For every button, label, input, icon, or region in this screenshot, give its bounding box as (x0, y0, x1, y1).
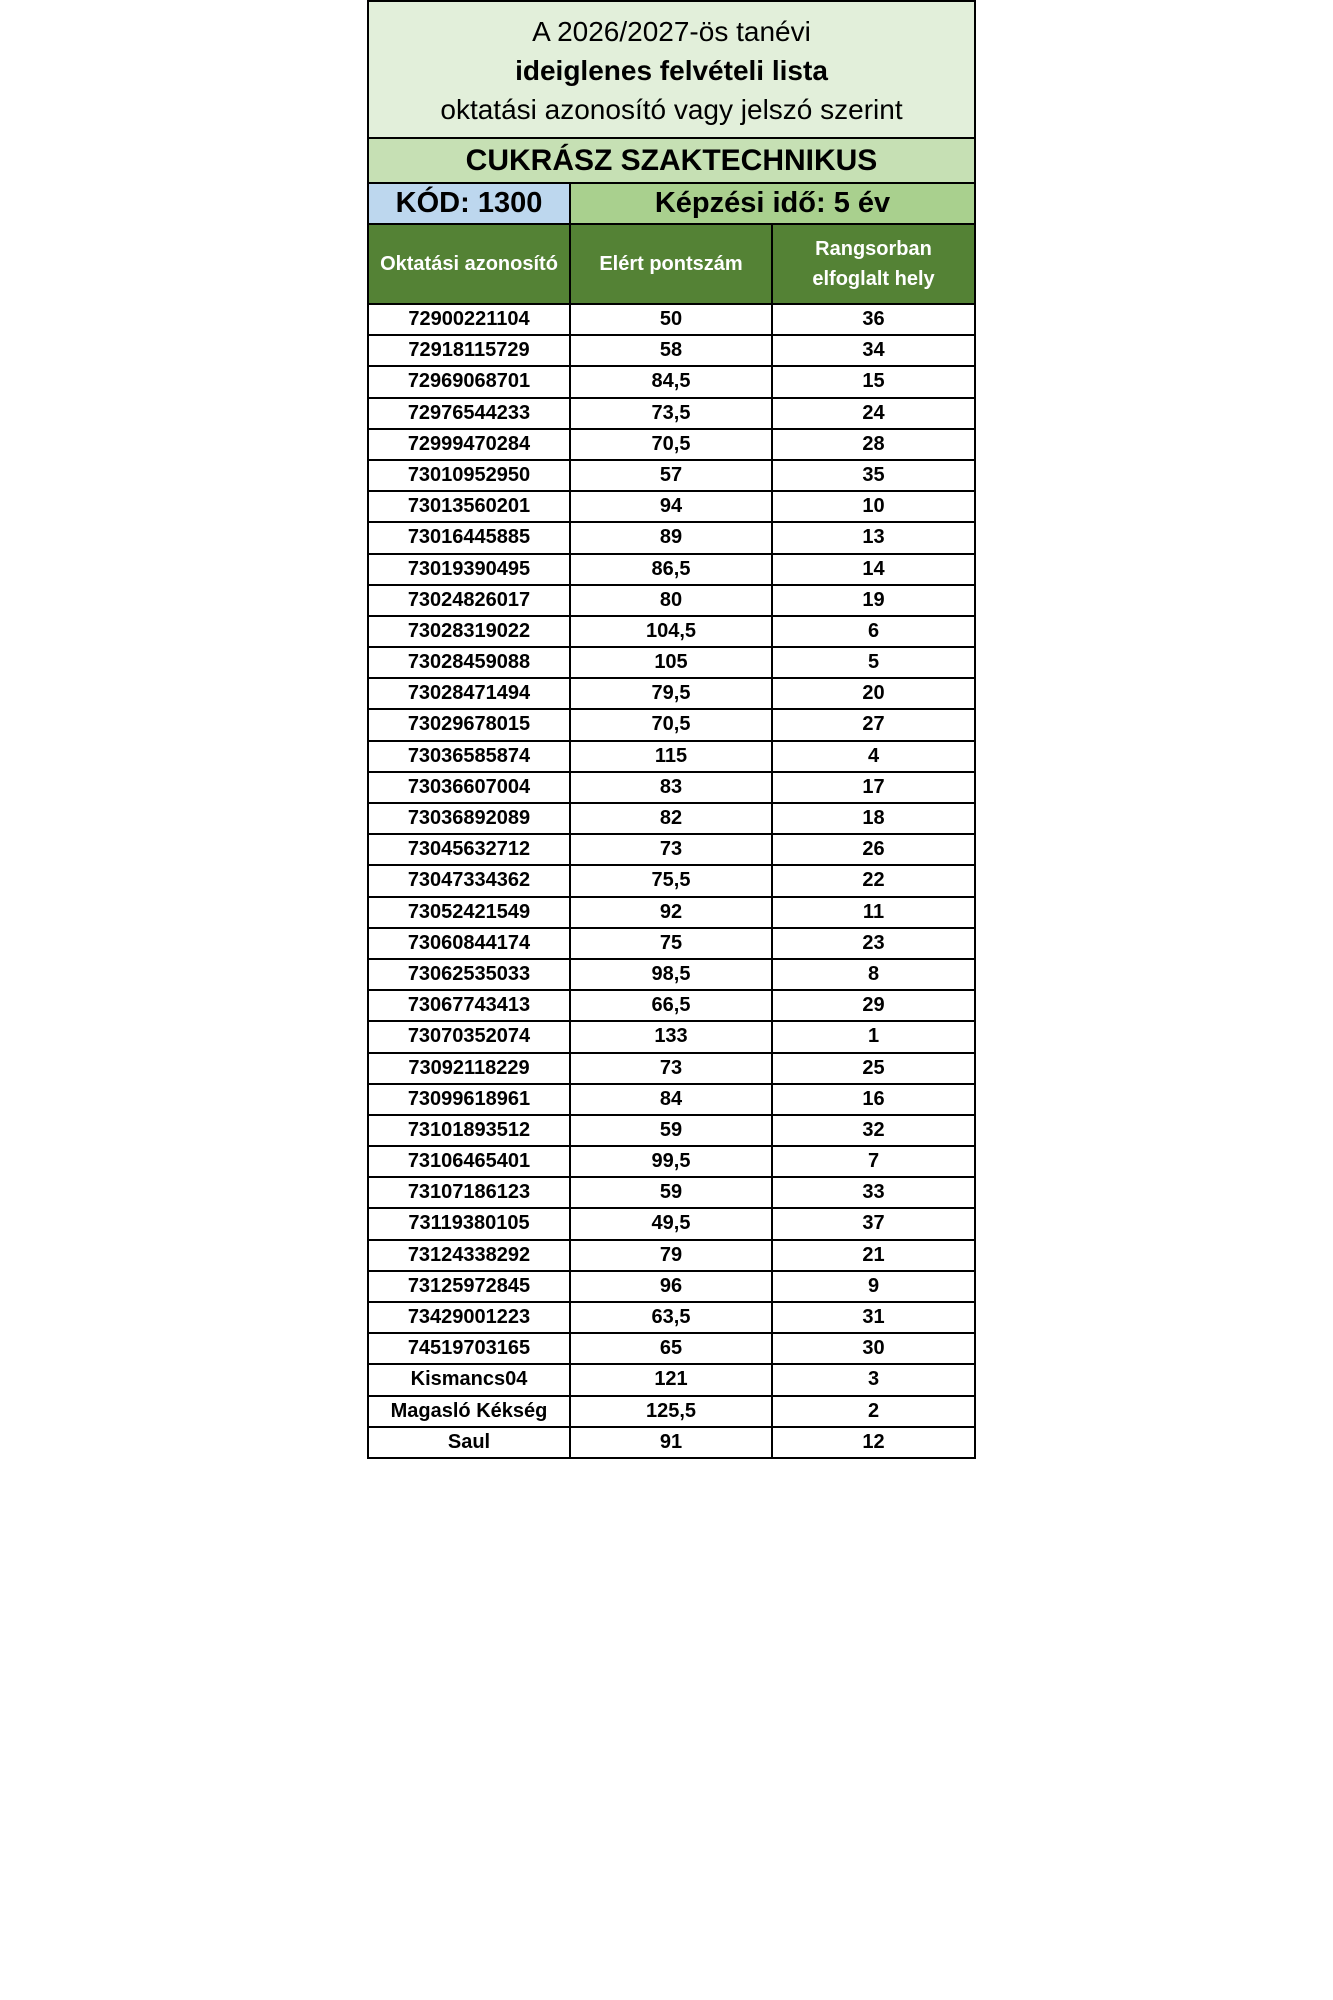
table-row (369, 430, 974, 461)
cell-id: 73124338292 (369, 1241, 571, 1270)
cell-score: 104,5 (571, 617, 773, 646)
cell-rank: 17 (862, 775, 885, 798)
table-row (369, 960, 974, 991)
cell-rank: 3 (867, 1368, 880, 1391)
list-header (369, 0, 974, 139)
cell-id: 73101893512 (369, 1116, 571, 1145)
table-row (369, 1303, 974, 1334)
cell-id: 73029678015 (369, 710, 571, 739)
table-row (369, 648, 974, 679)
table-row (369, 929, 974, 960)
cell-rank: 16 (862, 1087, 885, 1110)
cell-score: 73 (571, 1054, 773, 1083)
table-body (369, 305, 974, 1459)
table-row (369, 461, 974, 492)
cell-score: 94 (571, 492, 773, 521)
cell-id: 73028471494 (369, 679, 571, 708)
cell-id: 74519703165 (369, 1334, 571, 1363)
table-row (369, 1022, 974, 1053)
cell-rank: 5 (867, 651, 880, 674)
cell-score: 75,5 (571, 866, 773, 895)
cell-rank: 35 (862, 463, 885, 486)
table-row (369, 1209, 974, 1240)
cell-rank: 19 (862, 588, 885, 611)
table-row (369, 555, 974, 586)
cell-rank: 37 (862, 1212, 885, 1235)
program-info-row (369, 184, 974, 225)
table-row (369, 1397, 974, 1428)
cell-id: 73107186123 (369, 1178, 571, 1207)
cell-rank: 23 (862, 931, 885, 954)
cell-rank: 12 (862, 1430, 885, 1453)
cell-id: 73045632712 (369, 835, 571, 864)
cell-id: 73047334362 (369, 866, 571, 895)
cell-rank: 1 (867, 1025, 880, 1048)
column-header-rank: Rangsorban elfoglalt hely (812, 238, 935, 290)
cell-id: 72976544233 (369, 399, 571, 428)
cell-score: 92 (571, 898, 773, 927)
cell-id: 73024826017 (369, 586, 571, 615)
cell-rank: 36 (862, 308, 885, 330)
cell-rank: 29 (862, 994, 885, 1017)
cell-id: 73119380105 (369, 1209, 571, 1238)
cell-score: 79 (571, 1241, 773, 1270)
cell-rank: 34 (862, 339, 885, 362)
cell-score: 86,5 (571, 555, 773, 584)
cell-id: 72999470284 (369, 430, 571, 459)
program-code: KÓD: 1300 (369, 184, 571, 223)
cell-rank: 24 (862, 401, 885, 424)
column-header-row (369, 225, 974, 305)
cell-id: 73106465401 (369, 1147, 571, 1176)
column-header-id: Oktatási azonosító (369, 225, 571, 303)
table-row (369, 1178, 974, 1209)
cell-score: 73 (571, 835, 773, 864)
cell-rank: 26 (862, 838, 885, 861)
cell-score: 115 (571, 742, 773, 771)
column-header-score: Elért pontszám (571, 225, 773, 303)
table-row (369, 742, 974, 773)
table-row (369, 1334, 974, 1365)
cell-score: 98,5 (571, 960, 773, 989)
cell-id: Magasló Kékség (369, 1397, 571, 1426)
cell-rank: 32 (862, 1118, 885, 1141)
cell-rank: 27 (862, 713, 885, 736)
cell-id: 73028459088 (369, 648, 571, 677)
table-row (369, 523, 974, 554)
cell-rank: 31 (862, 1306, 885, 1328)
table-row (369, 866, 974, 897)
cell-score: 75 (571, 929, 773, 958)
cell-id: 72918115729 (369, 336, 571, 365)
cell-id: 73036585874 (369, 742, 571, 771)
cell-score: 133 (571, 1022, 773, 1051)
table-row (369, 1085, 974, 1116)
cell-id: 73013560201 (369, 492, 571, 521)
cell-id: 72969068701 (369, 367, 571, 396)
cell-id: 73429001223 (369, 1303, 571, 1332)
list-subtitle: oktatási azonosító vagy jelszó szerint (440, 94, 903, 125)
cell-rank: 21 (862, 1243, 885, 1266)
cell-id: 73010952950 (369, 461, 571, 490)
table-row (369, 399, 974, 430)
table-row (369, 710, 974, 741)
table-row (369, 305, 974, 336)
cell-score: 125,5 (571, 1397, 773, 1426)
table-row (369, 617, 974, 648)
cell-rank: 13 (862, 526, 885, 549)
cell-rank: 2 (867, 1399, 880, 1422)
cell-score: 84,5 (571, 367, 773, 396)
cell-id: 73028319022 (369, 617, 571, 646)
cell-rank: 18 (862, 807, 885, 829)
cell-rank: 33 (862, 1181, 885, 1204)
cell-score: 89 (571, 523, 773, 552)
cell-rank: 28 (862, 432, 885, 455)
cell-id: 72900221104 (369, 305, 571, 334)
cell-score: 84 (571, 1085, 773, 1114)
table-row (369, 991, 974, 1022)
school-year-line: A 2026/2027-ös tanévi (532, 16, 811, 47)
cell-score: 70,5 (571, 710, 773, 739)
cell-id: 73036892089 (369, 804, 571, 833)
cell-id: 73070352074 (369, 1022, 571, 1051)
cell-score: 50 (571, 305, 773, 334)
cell-score: 83 (571, 773, 773, 802)
cell-score: 59 (571, 1178, 773, 1207)
cell-id: 73060844174 (369, 929, 571, 958)
cell-rank: 14 (862, 557, 885, 580)
cell-score: 58 (571, 336, 773, 365)
cell-score: 57 (571, 461, 773, 490)
cell-rank: 6 (867, 619, 880, 642)
cell-rank: 4 (867, 744, 880, 767)
cell-id: Kismancs04 (369, 1365, 571, 1394)
cell-id: 73092118229 (369, 1054, 571, 1083)
table-row (369, 835, 974, 866)
table-row (369, 804, 974, 835)
cell-rank: 20 (862, 682, 885, 705)
table-row (369, 367, 974, 398)
table-row (369, 1365, 974, 1396)
table-row (369, 773, 974, 804)
cell-score: 63,5 (571, 1303, 773, 1332)
cell-rank: 25 (862, 1056, 885, 1079)
cell-score: 105 (571, 648, 773, 677)
table-row (369, 1116, 974, 1147)
table-row (369, 1241, 974, 1272)
cell-id: Saul (369, 1428, 571, 1457)
cell-rank: 11 (862, 900, 885, 923)
cell-score: 82 (571, 804, 773, 833)
table-row (369, 586, 974, 617)
cell-score: 79,5 (571, 679, 773, 708)
table-row (369, 1272, 974, 1303)
table-row (369, 336, 974, 367)
cell-score: 65 (571, 1334, 773, 1363)
cell-id: 73099618961 (369, 1085, 571, 1114)
cell-score: 59 (571, 1116, 773, 1145)
table-row (369, 679, 974, 710)
table-row (369, 1054, 974, 1085)
cell-rank: 7 (867, 1150, 880, 1173)
cell-score: 73,5 (571, 399, 773, 428)
cell-rank: 15 (862, 370, 885, 393)
cell-score: 49,5 (571, 1209, 773, 1238)
list-title: ideiglenes felvételi lista (515, 55, 828, 86)
table-row (369, 898, 974, 929)
cell-score: 121 (571, 1365, 773, 1394)
cell-rank: 9 (867, 1274, 880, 1297)
cell-score: 80 (571, 586, 773, 615)
program-name: CUKRÁSZ SZAKTECHNIKUS (369, 139, 974, 184)
cell-score: 66,5 (571, 991, 773, 1020)
cell-rank: 10 (862, 495, 885, 518)
program-duration: Képzési idő: 5 év (571, 184, 974, 223)
cell-score: 91 (571, 1428, 773, 1457)
cell-rank: 8 (867, 962, 880, 985)
cell-rank: 30 (862, 1337, 885, 1360)
cell-id: 73036607004 (369, 773, 571, 802)
cell-score: 96 (571, 1272, 773, 1301)
cell-rank: 22 (862, 869, 885, 892)
table-row (369, 1147, 974, 1178)
table-row (369, 1428, 974, 1459)
cell-id: 73016445885 (369, 523, 571, 552)
cell-id: 73125972845 (369, 1272, 571, 1301)
admission-list-table (367, 0, 976, 1459)
cell-id: 73052421549 (369, 898, 571, 927)
cell-score: 99,5 (571, 1147, 773, 1176)
cell-id: 73019390495 (369, 555, 571, 584)
cell-score: 70,5 (571, 430, 773, 459)
cell-id: 73062535033 (369, 960, 571, 989)
cell-id: 73067743413 (369, 991, 571, 1020)
table-row (369, 492, 974, 523)
